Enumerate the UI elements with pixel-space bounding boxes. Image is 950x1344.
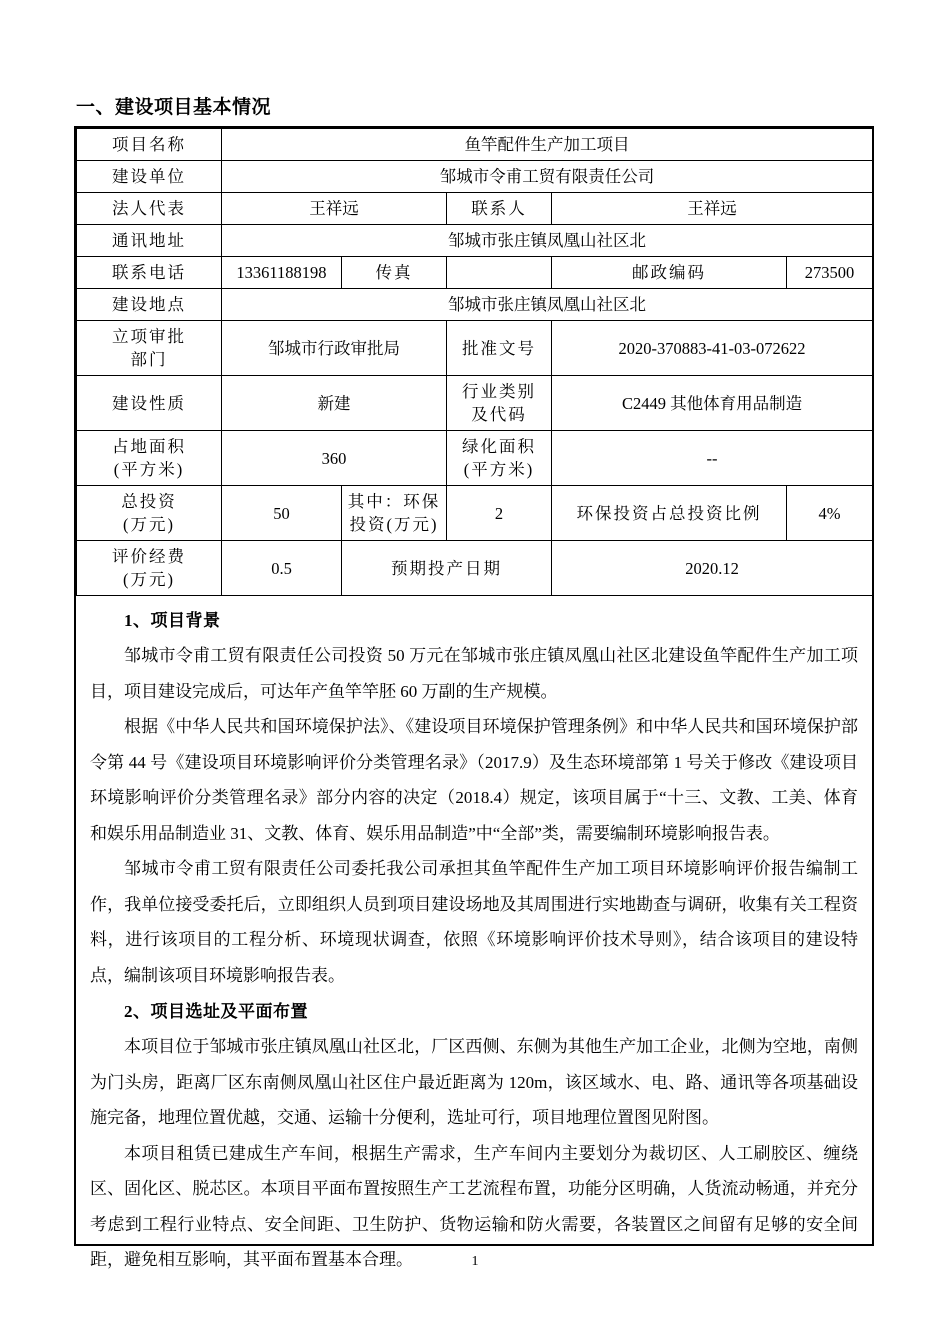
env-investment-line1: 其中：环保 — [347, 492, 441, 511]
row-value-phone: 13361188198 — [222, 257, 342, 289]
eval-fee-line1: 评价经费 — [112, 547, 186, 566]
row-label-industry-category — [447, 376, 552, 431]
paragraph-site-2: 本项目租赁已建成生产车间，根据生产需求，生产车间内主要划分为裁切区、人工刷胶区、缠绕区、固化区、脱芯区。本项目平面布置按照生产工艺流程布置，功能分区明确，人货流动畅通，并充分考虑到工程行业特点、安全间距、卫生防护、货物运输和防火需要，各装置区之间留有足够的安全间距，避免相互影响，其平面布置基本合理。 — [90, 1143, 858, 1269]
row-label-postcode: 邮政编码 — [552, 257, 787, 289]
table-row — [77, 161, 873, 193]
table-row — [77, 376, 873, 431]
paragraph-site-1: 本项目位于邹城市张庄镇凤凰山社区北，厂区西侧、东侧为其他生产加工企业，北侧为空地，南侧为门头房，距离厂区东南侧凤凰山社区住户最近距离为 120m，该区域水、电、路、通讯等各项基础设施完备，地理位置优越，交通、运输十分便利，选址可行，项目地理位置图见附图。 — [90, 1037, 858, 1127]
total-investment-line2: (万元) — [123, 515, 175, 534]
row-label-project-name: 项目名称 — [77, 129, 222, 161]
row-label-approval-dept — [77, 321, 222, 376]
env-investment-line2: 投资(万元) — [349, 515, 439, 534]
row-label-total-investment — [77, 486, 222, 541]
subheading-project-background: 1、项目背景 — [124, 611, 221, 630]
paragraph-background-3: 邹城市令甫工贸有限责任公司委托我公司承担其鱼竿配件生产加工项目环境影响评价报告编制工作，我单位接受委托后，立即组织人员到项目建设场地及其周围进行实地勘查与调研，收集有关工程资料，进行该项目的工程分析、环境现状调查，依照《环境影响评价技术导则》，结合该项目的建设特点，编制该项目环境影响报告表。 — [90, 859, 858, 985]
row-value-postcode: 273500 — [787, 257, 873, 289]
row-value-total-investment: 50 — [222, 486, 342, 541]
land-area-line1: 占地面积 — [112, 437, 186, 456]
project-basic-info-table — [76, 128, 873, 596]
row-label-phone: 联系电话 — [77, 257, 222, 289]
row-value-approval-dept: 邹城市行政审批局 — [222, 321, 447, 376]
row-value-build-unit: 邹城市令甫工贸有限责任公司 — [222, 161, 873, 193]
table-row — [77, 541, 873, 596]
row-label-approval-no: 批准文号 — [447, 321, 552, 376]
table-row — [77, 289, 873, 321]
approval-dept-line1: 立项审批 — [112, 327, 186, 346]
eval-fee-line2: (万元) — [123, 570, 175, 589]
industry-category-line2: 及代码 — [471, 405, 527, 424]
row-label-build-site: 建设地点 — [77, 289, 222, 321]
table-row — [77, 321, 873, 376]
row-value-project-name: 鱼竿配件生产加工项目 — [222, 129, 873, 161]
row-label-land-area — [77, 431, 222, 486]
approval-dept-line2: 部门 — [130, 350, 168, 369]
total-investment-line1: 总投资 — [121, 492, 177, 511]
row-value-land-area: 360 — [222, 431, 447, 486]
row-value-fax — [447, 257, 552, 289]
land-area-line2: (平方米) — [113, 460, 185, 479]
subheading-site-layout: 2、项目选址及平面布置 — [124, 1002, 308, 1021]
row-value-approval-no: 2020-370883-41-03-072622 — [552, 321, 873, 376]
green-area-line1: 绿化面积 — [462, 437, 536, 456]
row-label-legal-rep: 法人代表 — [77, 193, 222, 225]
row-label-build-unit: 建设单位 — [77, 161, 222, 193]
content-frame — [74, 126, 874, 1269]
row-value-env-ratio: 4% — [787, 486, 873, 541]
row-value-env-investment: 2 — [447, 486, 552, 541]
industry-category-line1: 行业类别 — [462, 382, 536, 401]
table-row — [77, 225, 873, 257]
body-text-block — [76, 598, 872, 1278]
row-label-green-area — [447, 431, 552, 486]
table-row — [77, 129, 873, 161]
row-label-fax: 传真 — [342, 257, 447, 289]
row-value-mail-address: 邹城市张庄镇凤凰山社区北 — [222, 225, 873, 257]
table-row — [77, 486, 873, 541]
row-value-industry-category: C2449 其他体育用品制造 — [552, 376, 873, 431]
row-label-eval-fee — [77, 541, 222, 596]
page-title: 一、建设项目基本情况 — [76, 97, 272, 118]
green-area-line2: (平方米) — [463, 460, 535, 479]
row-value-production-date: 2020.12 — [552, 541, 873, 596]
table-row — [77, 193, 873, 225]
row-value-contact-person: 王祥远 — [552, 193, 873, 225]
table-row — [77, 257, 873, 289]
row-label-env-investment — [342, 486, 447, 541]
row-label-env-ratio: 环保投资占总投资比例 — [552, 486, 787, 541]
row-value-eval-fee: 0.5 — [222, 541, 342, 596]
row-value-legal-rep: 王祥远 — [222, 193, 447, 225]
page-number: 1 — [471, 1254, 479, 1269]
row-label-build-nature: 建设性质 — [77, 376, 222, 431]
row-label-contact-person: 联系人 — [447, 193, 552, 225]
table-row — [77, 431, 873, 486]
row-label-mail-address: 通讯地址 — [77, 225, 222, 257]
paragraph-background-2: 根据《中华人民共和国环境保护法》、《建设项目环境保护管理条例》和中华人民共和国环境保护部令第 44 号《建设项目环境影响评价分类管理名录》（2017.9）及生态环境部第 1 号关于修改《建设项目环境影响评价分类管理名录》部分内容的决定（2018.4）规定，该项目属于“十三、文教、工美、体育和娱乐用品制造业 31、文教、体育、娱乐用品制造”中“全部”类，需要编制环境影响报告表。 — [90, 717, 858, 843]
paragraph-background-1: 邹城市令甫工贸有限责任公司投资 50 万元在邹城市张庄镇凤凰山社区北建设鱼竿配件生产加工项目，项目建设完成后，可达年产鱼竿竿胚 60 万副的生产规模。 — [90, 646, 858, 701]
row-label-production-date: 预期投产日期 — [342, 541, 552, 596]
row-value-build-site: 邹城市张庄镇凤凰山社区北 — [222, 289, 873, 321]
row-value-build-nature: 新建 — [222, 376, 447, 431]
row-value-green-area: -- — [552, 431, 873, 486]
